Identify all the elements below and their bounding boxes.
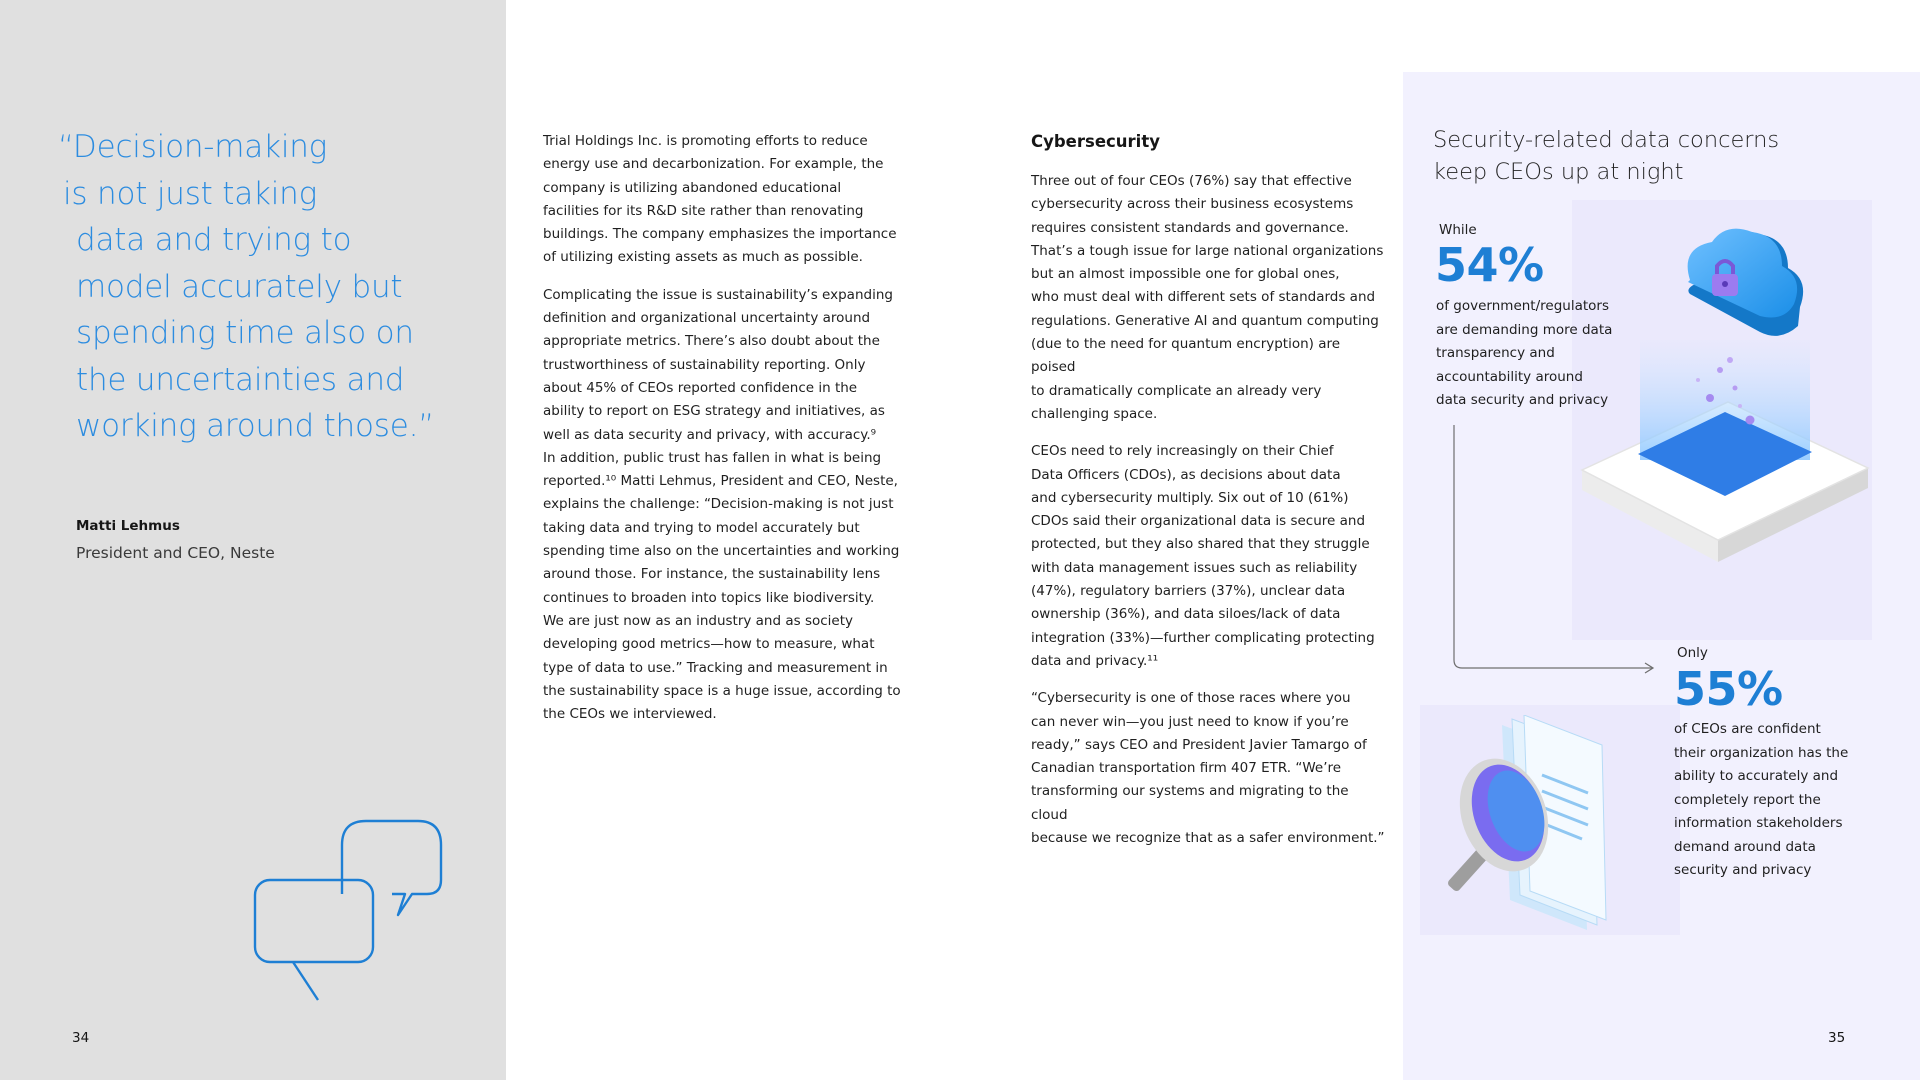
quote-line: the uncertainties and [76,361,405,398]
text-line: continues to broaden into topics like biodiversity. [543,589,875,606]
paragraph [543,284,913,727]
text-line: completely report the [1674,791,1821,808]
text-line: CEOs need to rely increasingly on their Chief [1031,443,1334,460]
text-line: but an almost impossible one for global ones, [1031,266,1340,283]
paragraph [543,130,913,270]
quote-line: data and trying to [76,222,352,258]
text-line: Three out of four CEOs (76%) say that effective [1031,173,1352,189]
text-line: definition and organizational uncertainty around [543,310,871,327]
text-line: trustworthiness of sustainability reporting. Only [543,356,866,373]
text-line: security and privacy [1674,862,1812,878]
text-line: taking data and trying to model accurately but [543,519,860,536]
text-line: requires consistent standards and governance. [1031,219,1349,236]
stat-description [1674,718,1854,883]
title-line: keep CEOs up at night [1433,159,1684,185]
quote-line: is not just taking [63,175,318,212]
pull-quote [58,124,478,450]
speech-bubbles-icon [248,815,448,1005]
text-line: Complicating the issue is sustainability’s expanding [543,286,893,303]
text-line: can never win—you just need to know if you’re [1031,713,1349,730]
text-line: “Cybersecurity is one of those races where you [1031,690,1351,707]
text-line: are demanding more data [1436,321,1613,338]
text-line: integration (33%)—further complicating protecting [1031,629,1375,646]
page-number-right: 35 [1828,1030,1846,1046]
quote-line: spending time also on [76,315,414,351]
paragraph [1031,170,1386,426]
text-line: spending time also on the uncertainties and working [543,543,900,560]
page-number-left: 34 [72,1030,90,1046]
text-line: Trial Holdings Inc. is promoting efforts to reduce [543,133,868,149]
text-line: transparency and [1436,345,1555,361]
text-line: facilities for its R&D site rather than renovating [543,202,864,219]
text-line: challenging space. [1031,405,1158,422]
text-line: appropriate metrics. There’s also doubt about the [543,333,880,350]
text-line: reported.¹⁰ Matti Lehmus, President and CEO, Neste, [543,473,898,490]
text-line: ability to report on ESG strategy and initiatives, as [543,403,885,420]
text-line: with data management issues such as reliability [1031,559,1358,576]
section-heading: Cybersecurity [1031,132,1160,151]
text-line: data security and privacy [1436,392,1609,408]
text-line: ownership (36%), and data siloes/lack of data [1031,606,1341,623]
text-line: accountability around [1436,368,1583,385]
cloud-lock-icon [1660,222,1810,347]
text-line: who must deal with different sets of standards and [1031,289,1376,306]
title-line: Security-related data concerns [1433,127,1780,153]
text-line: because we recognize that as a safer environment.” [1031,830,1385,847]
text-line: information stakeholders [1674,815,1843,831]
text-line: cybersecurity across their business ecosystems [1031,196,1354,213]
text-line: well as data security and privacy, with accuracy.⁹ [543,426,877,443]
stat-prefix: While [1439,222,1477,238]
stat-value: 55% [1674,662,1783,716]
text-line: to dramatically complicate an already very [1031,382,1322,399]
body-column-2 [1031,170,1386,864]
text-line: of government/regulators [1436,298,1609,314]
text-line: transforming our systems and migrating to the cloud [1031,783,1349,823]
text-line: the sustainability space is a huge issue, according to [543,682,901,699]
text-line: CDOs said their organizational data is secure and [1031,513,1366,530]
text-line: (47%), regulatory barriers (37%), unclear data [1031,583,1346,600]
quote-line: working around those.” [76,408,435,444]
text-line: and cybersecurity multiply. Six out of 10 (61%) [1031,489,1349,506]
paragraph [1031,440,1386,673]
text-line: demand around data [1674,838,1816,855]
stat-prefix: Only [1677,645,1708,661]
magnifier-documents-icon [1432,715,1662,935]
text-line: around those. For instance, the sustainability lens [543,566,881,583]
panel-title [1433,124,1793,188]
text-line: We are just now as an industry and as society [543,612,853,629]
text-line: data and privacy.¹¹ [1031,652,1159,669]
attribution-name: Matti Lehmus [76,518,180,534]
text-line: regulations. Generative AI and quantum computing [1031,312,1379,329]
text-line: of utilizing existing assets as much as possible. [543,249,863,266]
text-line: Data Officers (CDOs), as decisions about data [1031,466,1341,483]
text-line: buildings. The company emphasizes the importance [543,226,897,243]
text-line: (due to the need for quantum encryption) are poised [1031,336,1341,376]
text-line: about 45% of CEOs reported confidence in the [543,379,858,396]
text-line: ready,” says CEO and President Javier Tamargo of [1031,736,1367,753]
stat-value: 54% [1435,238,1544,292]
text-line: In addition, public trust has fallen in what is being [543,449,882,466]
text-line: company is utilizing abandoned educational [543,179,842,196]
text-line: their organization has the [1674,744,1849,761]
attribution-title: President and CEO, Neste [76,544,275,562]
text-line: of CEOs are confident [1674,721,1821,737]
arrow-icon [1440,420,1670,675]
text-line: protected, but they also shared that they struggle [1031,536,1370,553]
text-line: explains the challenge: “Decision-making is not just [543,496,894,513]
text-line: developing good metrics—how to measure, what [543,636,875,653]
quote-line: model accurately but [76,268,403,305]
body-column-1 [543,130,913,740]
text-line: Canadian transportation firm 407 ETR. “We’re [1031,760,1342,777]
stat-description [1436,295,1616,413]
paragraph [1031,687,1386,850]
text-line: ability to accurately and [1674,768,1839,784]
quote-line: “Decision-making [58,129,328,165]
text-line: energy use and decarbonization. For example, the [543,156,884,173]
text-line: the CEOs we interviewed. [543,706,717,723]
text-line: That’s a tough issue for large national organizations [1031,242,1384,259]
text-line: type of data to use.” Tracking and measurement in [543,659,888,676]
